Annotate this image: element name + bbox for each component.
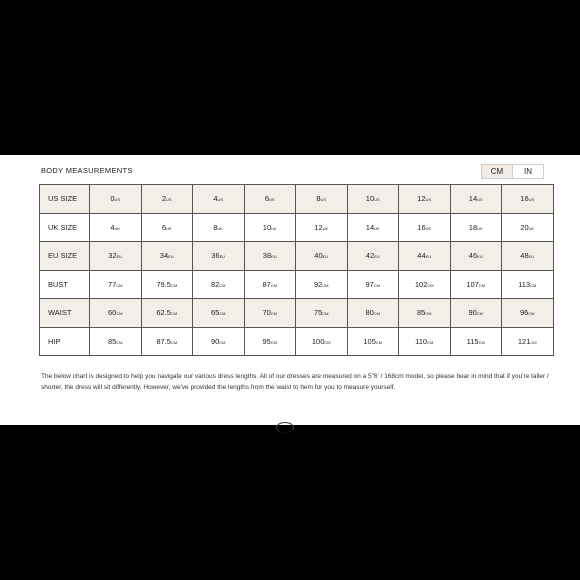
cell-unit: CM — [530, 339, 537, 345]
cell-unit: US — [217, 197, 224, 203]
cell-unit: CM — [116, 339, 123, 345]
table-cell — [502, 213, 554, 242]
unit-in-button[interactable]: IN — [512, 165, 543, 178]
table-cell — [347, 270, 399, 299]
cell-unit: CM — [270, 339, 278, 345]
table-cell — [399, 270, 451, 299]
table-cell — [244, 327, 296, 356]
row-label: US SIZE — [40, 185, 90, 214]
cell-unit: UK — [271, 225, 277, 231]
table-cell — [502, 327, 554, 356]
row-label: EU SIZE — [40, 242, 90, 271]
table-cell — [193, 270, 245, 299]
table-cell — [296, 213, 348, 242]
cell-value: 34 — [159, 251, 169, 261]
cell-unit: UK — [322, 225, 329, 231]
cell-value: 107 — [466, 279, 479, 289]
table-cell — [193, 299, 245, 328]
table-row — [40, 213, 554, 242]
unit-toggle — [481, 164, 544, 179]
cell-unit: CM — [373, 311, 381, 317]
cell-unit: EU — [477, 254, 483, 260]
cell-value: 10 — [365, 194, 375, 204]
cell-value: 32 — [108, 251, 117, 261]
row-label: UK SIZE — [40, 213, 90, 242]
table-cell — [399, 299, 451, 328]
table-cell — [399, 213, 451, 242]
cell-value: 12 — [417, 194, 426, 204]
cell-unit: CM — [170, 311, 178, 317]
cell-unit: CM — [375, 339, 383, 345]
cell-unit: UK — [425, 225, 432, 231]
table-cell — [296, 270, 348, 299]
cell-unit: US — [269, 197, 275, 203]
cell-unit: UK — [528, 225, 535, 231]
table-cell — [399, 327, 451, 356]
table-cell — [450, 299, 502, 328]
cell-unit: EU — [168, 254, 174, 260]
cell-unit: CM — [476, 311, 484, 317]
cell-value: 16 — [520, 194, 529, 204]
cell-unit: UK — [477, 225, 483, 231]
table-cell — [296, 242, 348, 271]
cell-unit: EU — [219, 254, 226, 260]
table-cell — [502, 242, 554, 271]
table-row — [40, 242, 554, 271]
cell-value: 65 — [210, 308, 220, 318]
cell-value: 105 — [363, 336, 376, 346]
cell-value: 60 — [107, 308, 117, 318]
cell-unit: CM — [322, 282, 329, 288]
cell-value: 85 — [416, 308, 426, 318]
cell-value: 8 — [213, 222, 218, 232]
cell-value: 90 — [468, 308, 477, 318]
cell-unit: US — [425, 197, 432, 203]
table-row — [40, 185, 554, 214]
table-cell — [347, 327, 399, 356]
cell-unit: CM — [322, 311, 329, 317]
table-cell — [244, 213, 296, 242]
cell-unit: US — [528, 197, 535, 203]
cell-unit: CM — [270, 311, 278, 317]
cell-value: 113 — [518, 279, 531, 289]
cell-unit: EU — [322, 254, 329, 260]
cell-unit: CM — [116, 282, 123, 288]
cell-value: 16 — [417, 222, 426, 232]
table-cell — [502, 299, 554, 328]
table-cell — [450, 213, 502, 242]
table-cell — [193, 242, 245, 271]
cell-value: 96 — [519, 308, 529, 318]
cell-unit: CM — [170, 282, 178, 288]
cell-value: 62.5 — [156, 308, 171, 318]
cell-value: 38 — [262, 251, 272, 261]
cell-value: 44 — [417, 251, 426, 261]
table-cell — [90, 299, 142, 328]
row-label: WAIST — [40, 299, 90, 328]
table-cell — [244, 270, 296, 299]
table-cell — [399, 185, 451, 214]
table-cell — [141, 213, 193, 242]
cell-value: 48 — [520, 251, 529, 261]
cell-unit: CM — [530, 282, 537, 288]
cell-value: 46 — [468, 251, 478, 261]
cell-unit: EU — [271, 254, 277, 260]
table-cell — [141, 327, 193, 356]
table-cell — [244, 242, 296, 271]
table-row — [40, 299, 554, 328]
table-cell — [90, 185, 142, 214]
table-row — [40, 270, 554, 299]
cell-unit: UK — [166, 225, 172, 231]
table-cell — [450, 270, 502, 299]
cell-unit: CM — [219, 311, 226, 317]
cell-value: 95 — [262, 336, 271, 346]
table-cell — [347, 213, 399, 242]
cell-value: 79.5 — [156, 279, 171, 289]
table-cell — [399, 242, 451, 271]
cell-value: 6 — [264, 194, 270, 204]
size-table — [39, 184, 554, 356]
table-cell — [90, 213, 142, 242]
cell-value: 0 — [110, 194, 115, 204]
cell-value: 115 — [466, 336, 479, 346]
cell-value: 36 — [211, 251, 220, 261]
cell-value: 87.5 — [156, 336, 171, 346]
table-cell — [450, 327, 502, 356]
table-cell — [141, 185, 193, 214]
cell-unit: CM — [425, 311, 432, 317]
cell-unit: US — [320, 197, 327, 203]
cell-unit: UK — [374, 225, 380, 231]
table-cell — [141, 270, 193, 299]
cell-unit: US — [166, 197, 172, 203]
cell-value: 77 — [107, 279, 117, 289]
table-cell — [347, 242, 399, 271]
cell-value: 42 — [365, 251, 375, 261]
cell-value: 4 — [110, 222, 115, 232]
table-cell — [296, 299, 348, 328]
table-cell — [90, 270, 142, 299]
cell-value: 8 — [316, 194, 321, 204]
row-label: BUST — [40, 270, 90, 299]
table-cell — [502, 270, 554, 299]
table-row — [40, 327, 554, 356]
cell-unit: CM — [270, 282, 278, 288]
cell-unit: CM — [427, 282, 434, 288]
row-label: HIP — [40, 327, 90, 356]
cell-value: 14 — [468, 194, 478, 204]
table-cell — [296, 185, 348, 214]
table-cell — [502, 185, 554, 214]
cell-value: 92 — [313, 279, 323, 289]
cell-unit: CM — [478, 282, 486, 288]
cell-unit: UK — [114, 225, 121, 231]
cell-value: 20 — [520, 222, 529, 232]
table-cell — [296, 327, 348, 356]
cell-unit: CM — [528, 311, 535, 317]
cell-value: 85 — [107, 336, 117, 346]
cell-value: 100 — [311, 336, 325, 346]
cell-value: 14 — [365, 222, 375, 232]
cell-unit: EU — [116, 254, 123, 260]
size-note: The below chart is designed to help you navigate our various dress lengths. All of our dresses are measured on a 5"6' / 168cm model, so please bear in mind that if you're taller / shorter, the dress will sit differently. However, we've provided the lengths from the waist to hem for you to measure yourself. — [41, 373, 549, 391]
table-cell — [244, 185, 296, 214]
cell-unit: UK — [217, 225, 224, 231]
cell-value: 6 — [161, 222, 167, 232]
table-cell — [450, 242, 502, 271]
cell-value: 12 — [314, 222, 323, 232]
cell-value: 4 — [213, 194, 218, 204]
table-cell — [244, 299, 296, 328]
cell-unit: EU — [425, 254, 432, 260]
cell-value: 70 — [262, 308, 271, 318]
cell-unit: US — [477, 197, 483, 203]
table-cell — [193, 185, 245, 214]
cell-unit: CM — [116, 311, 123, 317]
cell-unit: CM — [324, 339, 331, 345]
cell-unit: CM — [219, 282, 226, 288]
size-chart-panel — [0, 155, 580, 425]
cell-value: 10 — [262, 222, 272, 232]
table-cell — [450, 185, 502, 214]
table-cell — [141, 299, 193, 328]
table-cell — [347, 299, 399, 328]
cell-unit: EU — [528, 254, 535, 260]
cell-unit: CM — [170, 339, 178, 345]
cell-unit: US — [114, 197, 121, 203]
section-heading: BODY MEASUREMENTS — [41, 166, 133, 175]
table-cell — [141, 242, 193, 271]
cell-value: 82 — [210, 279, 220, 289]
cell-value: 18 — [468, 222, 478, 232]
table-cell — [90, 242, 142, 271]
cell-value: 110 — [415, 336, 428, 346]
cell-unit: US — [374, 197, 380, 203]
unit-cm-button[interactable]: CM — [482, 165, 512, 178]
cell-value: 102 — [414, 279, 428, 289]
table-cell — [193, 213, 245, 242]
cell-unit: CM — [373, 282, 381, 288]
cell-value: 40 — [314, 251, 323, 261]
cell-value: 80 — [365, 308, 374, 318]
cell-unit: CM — [219, 339, 226, 345]
table-cell — [90, 327, 142, 356]
cell-unit: CM — [478, 339, 485, 345]
cell-value: 97 — [365, 279, 374, 289]
scroll-indicator-icon — [276, 422, 294, 433]
cell-value: 2 — [161, 194, 167, 204]
table-cell — [347, 185, 399, 214]
cell-value: 121 — [517, 336, 531, 346]
cell-value: 75 — [313, 308, 323, 318]
cell-value: 87 — [262, 279, 271, 289]
cell-unit: EU — [374, 254, 380, 260]
cell-unit: CM — [427, 339, 434, 345]
table-cell — [193, 327, 245, 356]
cell-value: 90 — [210, 336, 220, 346]
